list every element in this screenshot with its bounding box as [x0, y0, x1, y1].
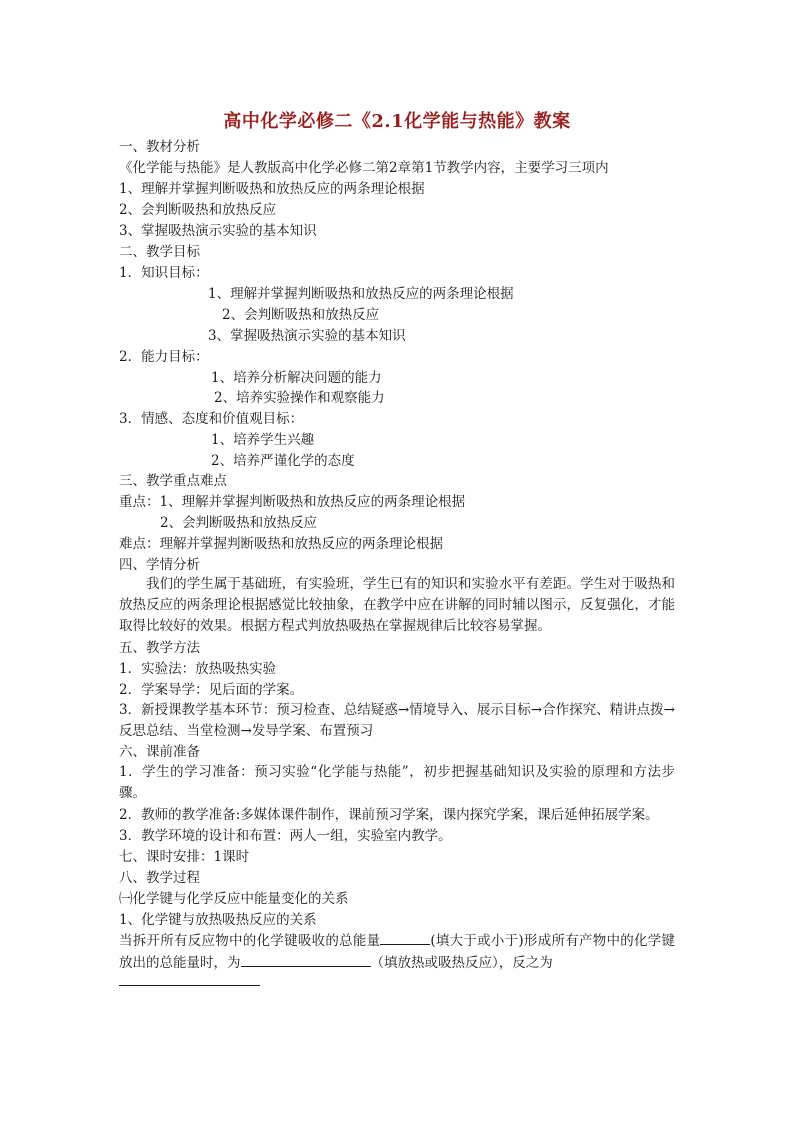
- answer-blank[interactable]: [380, 930, 430, 945]
- section-8-heading: 八、教学过程: [119, 870, 200, 886]
- question-text: (填大于或小于)形成所有产物中的化学键放出的总能量时，为: [119, 933, 675, 971]
- method-item: 1．实验法：放热吸热实验: [119, 661, 277, 677]
- method-item: 3．新授课教学基本环节：预习检查、总结疑惑→情境导入、展示目标→合作探究、精讲点拨→反思总结、当堂检测→发导学案、布置预习: [119, 702, 675, 739]
- section-1-item: 1、理解并掌握判断吸热和放热反应的两条理论根据: [119, 181, 425, 197]
- prep-item: 1．学生的学习准备：预习实验“化学能与热能”，初步把握基础知识及实验的原理和方法步骤。: [119, 764, 675, 801]
- section-7-heading: 七、课时安排：1课时: [119, 849, 250, 865]
- knowledge-goal-item: 2、会判断吸热和放热反应: [222, 307, 380, 323]
- prep-item: 2．教师的教学准备:多媒体课件制作，课前预习学案，课内探究学案，课后延伸拓展学案。: [119, 807, 659, 823]
- ability-goal-label: 2．能力目标：: [119, 349, 209, 365]
- fill-in-question: [119, 930, 675, 974]
- section-1-intro: 《化学能与热能》是人教版高中化学必修二第2章第1节教学内容，主要学习三项内: [119, 160, 609, 176]
- question-text: 当拆开所有反应物中的化学键吸收的总能量: [119, 933, 381, 949]
- answer-blank[interactable]: [119, 985, 260, 986]
- page-title: 高中化学必修二《2.1化学能与热能》教案: [223, 111, 571, 132]
- emotion-goal-label: 3．情感、态度和价值观目标：: [119, 411, 304, 427]
- section-6-heading: 六、课前准备: [119, 744, 200, 760]
- student-analysis-paragraph: 我们的学生属于基础班，有实验班，学生已有的知识和实验水平有差距。学生对于吸热和放热反应的两条理论根据感觉比较抽象，在教学中应在讲解的同时辅以图示，反复强化，才能取得比较好的效果。根据方程式判放热吸热在掌握规律后比较容易掌握。: [119, 576, 675, 634]
- key-point-1: 重点：1、理解并掌握判断吸热和放热反应的两条理论根据: [119, 494, 466, 510]
- question-text: （填放热或吸热反应），反之为: [370, 955, 553, 971]
- knowledge-goal-item: 1、理解并掌握判断吸热和放热反应的两条理论根据: [208, 286, 514, 302]
- section-1-item: 2、会判断吸热和放热反应: [119, 202, 277, 218]
- emotion-goal-item: 2、培养严谨化学的态度: [211, 453, 355, 469]
- knowledge-goal-item: 3、掌握吸热演示实验的基本知识: [208, 328, 406, 344]
- emotion-goal-item: 1、培养学生兴趣: [211, 432, 315, 448]
- key-point-2: 2、会判断吸热和放热反应: [160, 515, 318, 531]
- prep-item: 3．教学环境的设计和布置：两人一组，实验室内教学。: [119, 828, 452, 844]
- ability-goal-item: 1、培养分析解决问题的能力: [211, 370, 382, 386]
- subsection-item-heading: 1、化学键与放热吸热反应的关系: [119, 912, 317, 928]
- answer-blank[interactable]: [241, 952, 371, 967]
- subsection-heading: ㈠化学键与化学反应中能量变化的关系: [119, 891, 349, 907]
- section-5-heading: 五、教学方法: [119, 640, 200, 656]
- method-item: 2．学案导学：见后面的学案。: [119, 682, 304, 698]
- section-4-heading: 四、学情分析: [119, 557, 200, 573]
- section-2-heading: 二、教学目标: [119, 244, 200, 260]
- knowledge-goal-label: 1．知识目标：: [119, 265, 209, 281]
- section-3-heading: 三、教学重点难点: [119, 473, 227, 489]
- ability-goal-item: 2、培养实验操作和观察能力: [214, 390, 385, 406]
- section-1-heading: 一、教材分析: [119, 139, 200, 155]
- section-1-item: 3、掌握吸热演示实验的基本知识: [119, 223, 317, 239]
- difficulty: 难点：理解并掌握判断吸热和放热反应的两条理论根据: [119, 536, 443, 552]
